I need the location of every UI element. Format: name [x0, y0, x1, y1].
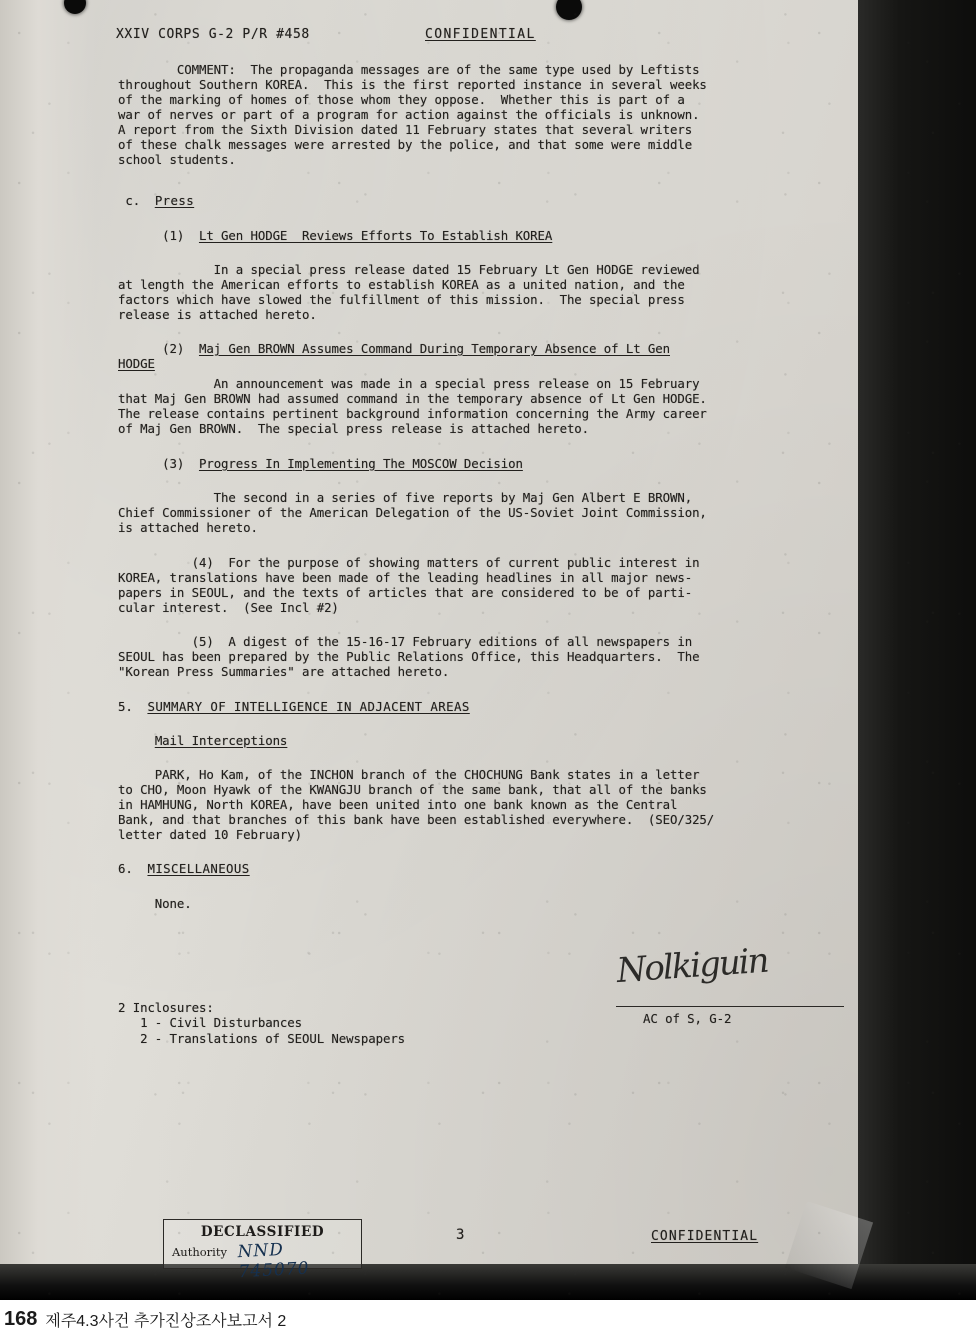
header-report-id: XXIV CORPS G-2 P/R #458	[116, 27, 310, 42]
body-line: (5) A digest of the 15-16-17 February editions of all newspapers in	[118, 634, 693, 649]
body-line: is attached hereto.	[118, 520, 258, 535]
body-line: "Korean Press Summaries" are attached hereto.	[118, 664, 450, 679]
body-line: in HAMHUNG, North KOREA, have been united into one bank known as the Central	[118, 797, 678, 812]
inclosure-item: 1 - Civil Disturbances	[118, 1015, 302, 1030]
inclosure-item: 2 - Translations of SEOUL Newspapers	[118, 1031, 406, 1046]
stamp-title: DECLASSIFIED	[200, 1224, 325, 1240]
signature-rule	[616, 1006, 844, 1007]
subsection-2-heading: (2) Maj Gen BROWN Assumes Command During Temporary Absence of Lt Gen	[118, 341, 670, 356]
section-6-heading: 6. MISCELLANEOUS	[118, 861, 250, 876]
body-line: The release contains pertinent background information concerning the Army career	[118, 406, 707, 421]
footer-classification: CONFIDENTIAL	[651, 1229, 759, 1244]
inclosures-heading: 2 Inclosures:	[118, 1000, 214, 1015]
body-line: that Maj Gen BROWN had assumed command in the temporary absence of Lt Gen HODGE.	[118, 391, 707, 406]
body-line: papers in SEOUL, and the texts of articles that are considered to be of parti-	[118, 585, 693, 600]
body-line: school students.	[118, 152, 236, 167]
body-line: COMMENT: The propaganda messages are of the same type used by Leftists	[118, 62, 700, 77]
body-line: throughout Southern KOREA. This is the first reported instance in several weeks	[118, 77, 707, 92]
body-line: A report from the Sixth Division dated 11 February states that several writers	[118, 122, 693, 137]
body-line: war of nerves or part of a program for action against the officials is unknown.	[118, 107, 700, 122]
scan-right-gutter	[858, 0, 976, 1300]
body-line: of these chalk messages were arrested by the police, and that some were middle	[118, 137, 693, 152]
body-line: factors which have slowed the fulfillment of this mission. The special press	[118, 292, 685, 307]
body-line: cular interest. (See Incl #2)	[118, 600, 339, 615]
body-line: (4) For the purpose of showing matters of current public interest in	[118, 555, 700, 570]
signature-mark: Nolkiguin	[615, 940, 769, 992]
body-line: KOREA, translations have been made of the leading headlines in all major news-	[118, 570, 693, 585]
section-c-press-number: c. Press	[118, 193, 195, 208]
subsection-1-heading: (1) Lt Gen HODGE Reviews Efforts To Establish KOREA	[118, 228, 553, 243]
footer-page-number: 3	[456, 1227, 465, 1243]
body-line: The second in a series of five reports by Maj Gen Albert E BROWN,	[118, 490, 693, 505]
stamp-authority-label: Authority	[172, 1245, 227, 1259]
header-classification: CONFIDENTIAL	[425, 27, 536, 42]
caption-page-number: 168	[4, 1307, 38, 1330]
body-line: In a special press release dated 15 February Lt Gen HODGE reviewed	[118, 262, 700, 277]
mail-interceptions-heading: Mail Interceptions	[154, 733, 288, 748]
body-line: to CHO, Moon Hyawk of the KWANGJU branch of the same bank, that all of the banks	[118, 782, 707, 797]
body-line: Chief Commissioner of the American Delegation of the US-Soviet Joint Commission,	[118, 505, 707, 520]
body-line: of Maj Gen BROWN. The special press release is attached hereto.	[118, 421, 590, 436]
body-line: PARK, Ho Kam, of the INCHON branch of the CHOCHUNG Bank states in a letter	[118, 767, 700, 782]
body-line: SEOUL has been prepared by the Public Relations Office, this Headquarters. The	[118, 649, 700, 664]
caption-text: 제주4.3사건 추가진상조사보고서 2	[45, 1312, 287, 1330]
body-line: release is attached hereto.	[118, 307, 317, 322]
body-line: None.	[118, 896, 192, 911]
subsection-3-heading: (3) Progress In Implementing The MOSCOW Decision	[118, 456, 523, 471]
signature-title: AC of S, G-2	[643, 1011, 732, 1026]
stamp-authority-value: NND 745070	[237, 1239, 310, 1283]
book-page-caption	[0, 1302, 976, 1336]
section-5-heading: 5. SUMMARY OF INTELLIGENCE IN ADJACENT AREAS	[118, 699, 470, 714]
body-line: of the marking of homes of those whom they oppose. Whether this is part of a	[118, 92, 685, 107]
subsection-2-heading-cont: HODGE	[118, 356, 155, 371]
body-line: at length the American efforts to establish KOREA as a united nation, and the	[118, 277, 685, 292]
declassified-stamp	[163, 1219, 362, 1283]
body-line: An announcement was made in a special press release on 15 February	[118, 376, 700, 391]
body-line: letter dated 10 February)	[118, 827, 302, 842]
body-line: Bank, and that branches of this bank have been established everywhere. (SEO/325/	[118, 812, 715, 827]
